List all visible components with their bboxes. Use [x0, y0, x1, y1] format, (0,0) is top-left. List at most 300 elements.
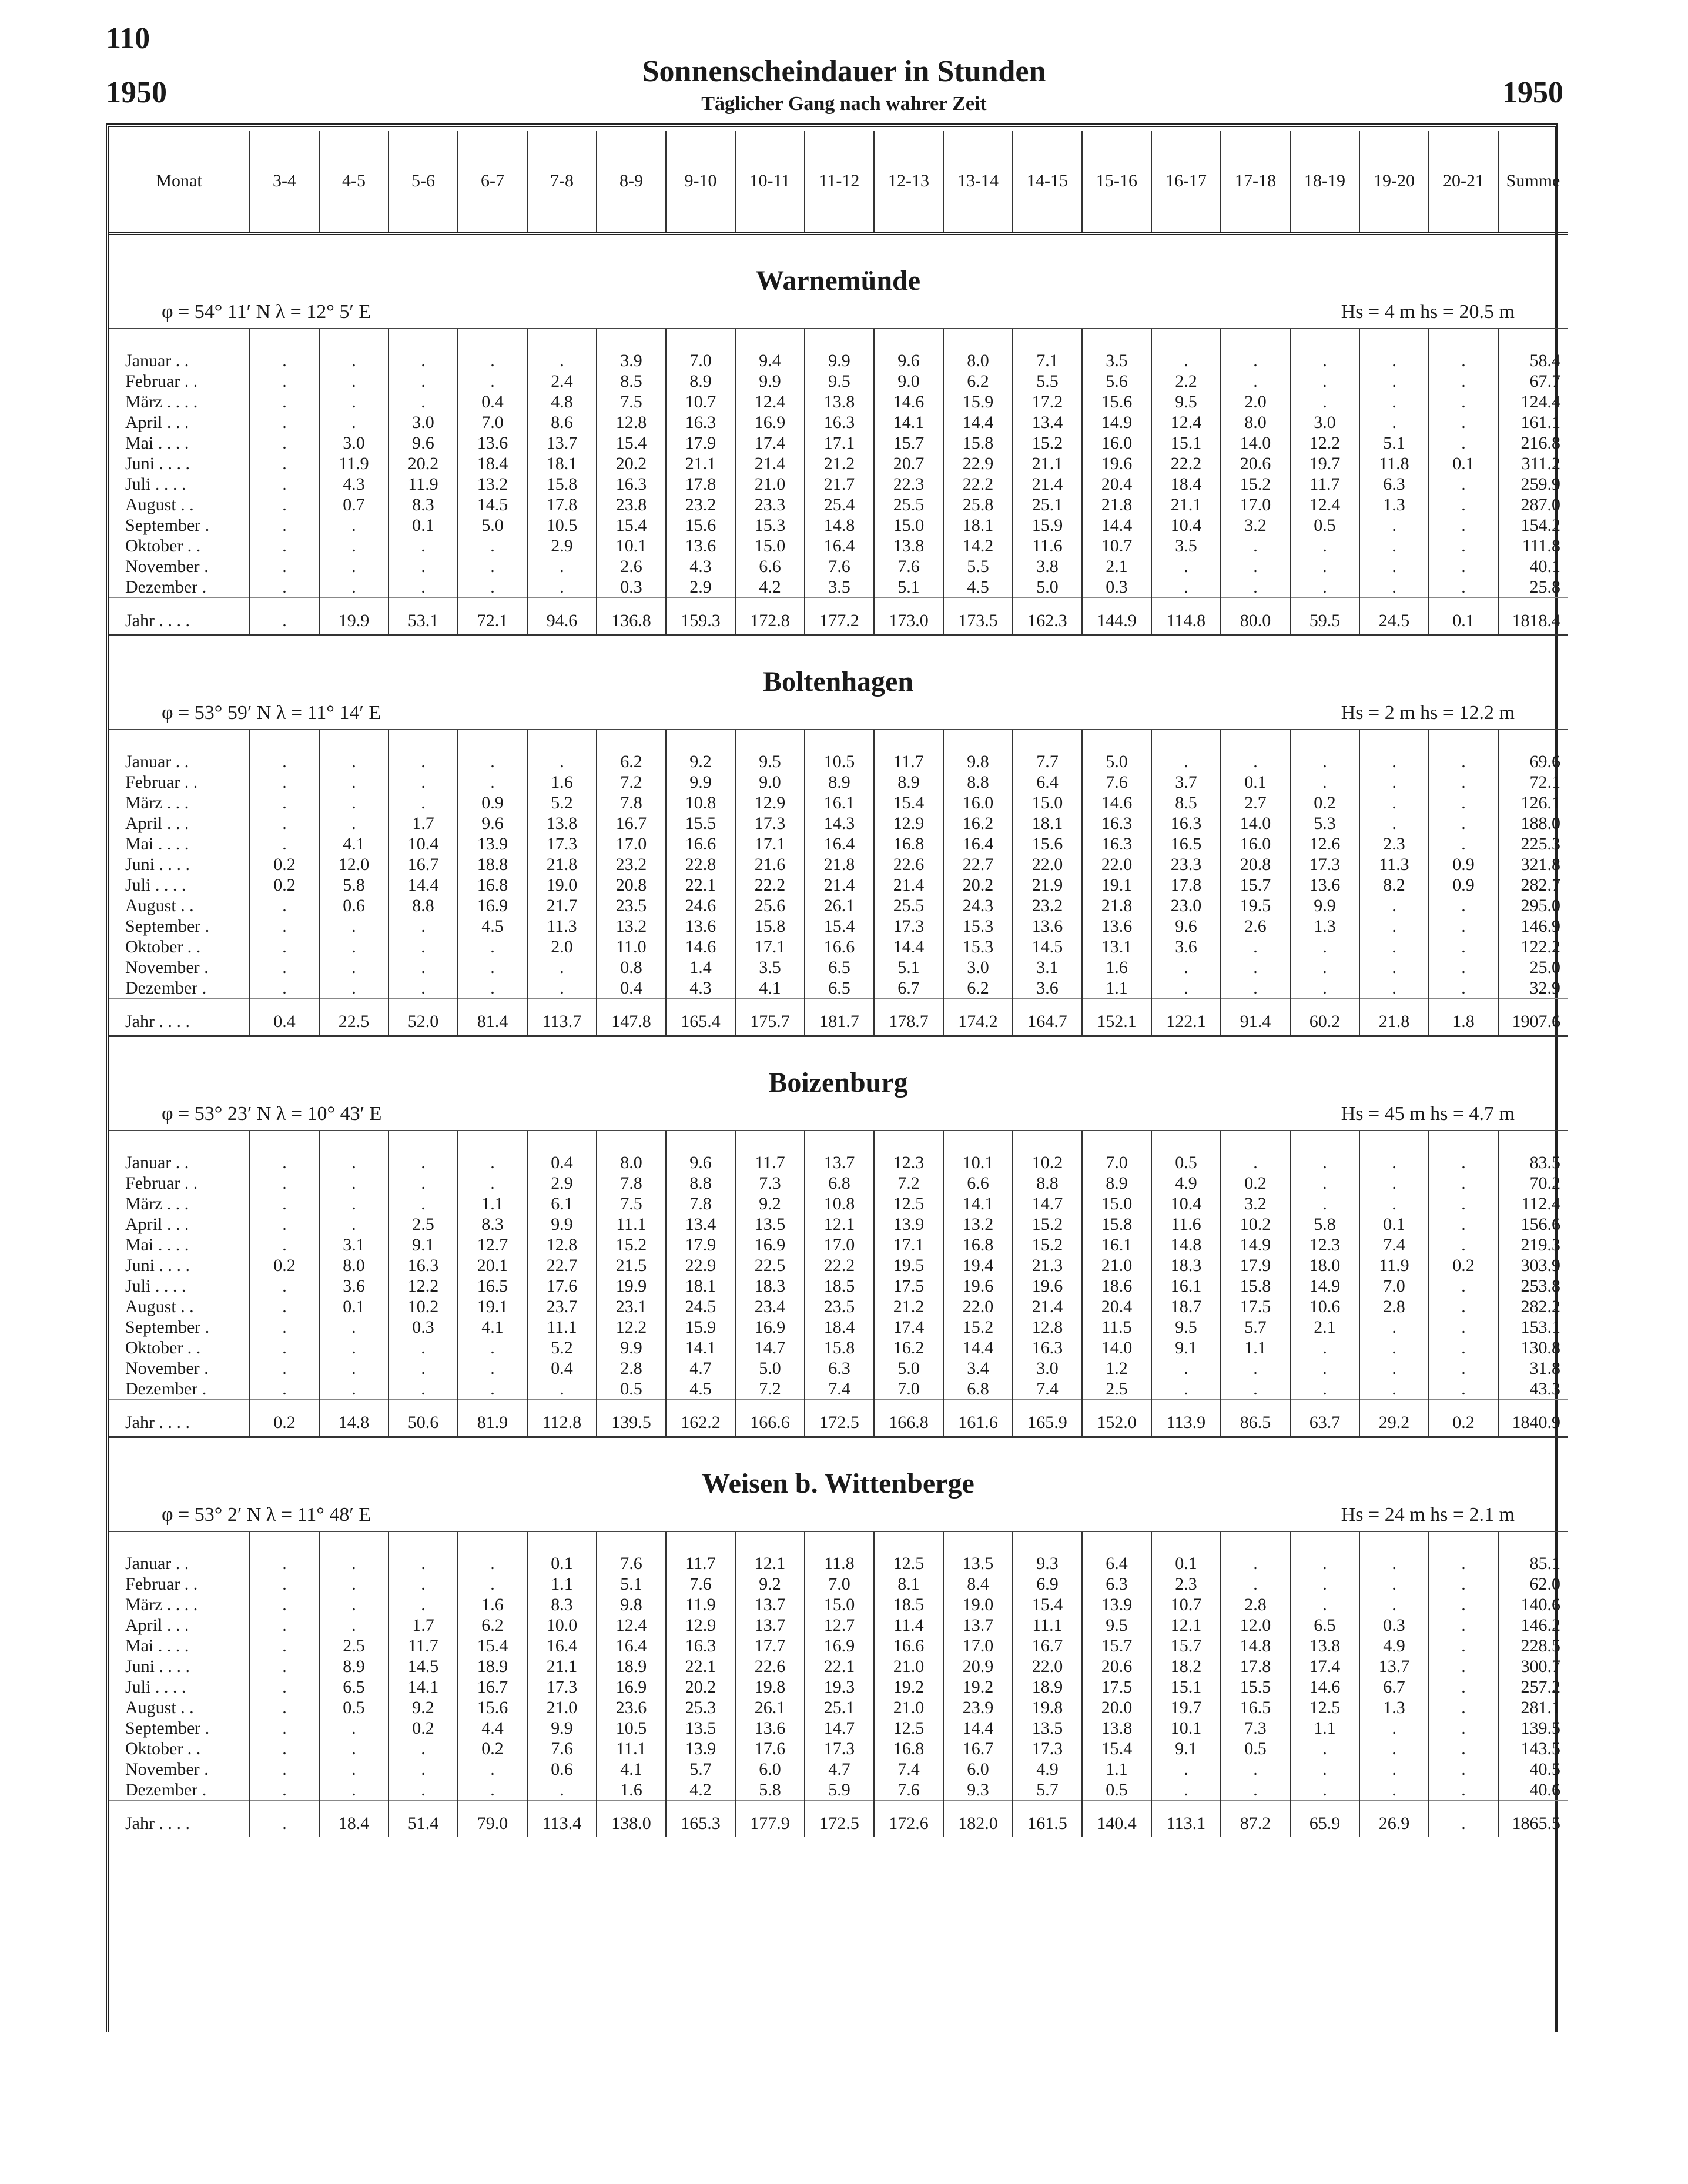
year-total-row	[109, 999, 1568, 1036]
spacer-cell	[1082, 1532, 1151, 1553]
hour-value: 13.9	[666, 1738, 735, 1759]
year-value: 0.4	[250, 999, 319, 1036]
hour-value: 13.8	[1082, 1718, 1151, 1738]
hour-value: 13.4	[666, 1214, 735, 1235]
hour-value: 7.8	[666, 1193, 735, 1214]
hour-value: 21.6	[735, 854, 805, 875]
month-total: 257.2	[1520, 1677, 1560, 1697]
hour-value: 9.6	[388, 433, 458, 453]
hour-value: .	[1359, 792, 1429, 813]
year-value: 60.2	[1290, 999, 1359, 1036]
year-value: 50.6	[388, 1400, 458, 1437]
hour-value: 14.9	[1290, 1276, 1359, 1296]
hour-value: 12.9	[735, 792, 805, 813]
table-row	[109, 1574, 1568, 1594]
hour-value: .	[388, 1553, 458, 1574]
hour-value: 15.2	[943, 1317, 1013, 1337]
hour-value: .	[250, 392, 319, 412]
hour-value: .	[1359, 412, 1429, 433]
hour-value: 9.5	[1151, 1317, 1221, 1337]
hour-value: 15.2	[1221, 474, 1290, 494]
hour-value: 6.5	[319, 1677, 388, 1697]
hour-value: 1.7	[388, 813, 458, 834]
hour-value: .	[388, 978, 458, 999]
table-row	[109, 1636, 1568, 1656]
hour-value: 6.2	[943, 978, 1013, 999]
hour-value: .	[458, 772, 527, 792]
hour-value: 13.1	[1082, 937, 1151, 957]
hour-value: 19.9	[597, 1276, 666, 1296]
hour-value: 21.9	[1013, 875, 1082, 895]
hour-value: 7.0	[874, 1379, 943, 1400]
hour-value: 16.4	[805, 536, 874, 556]
hour-value: 12.0	[319, 854, 388, 875]
hour-value: 11.7	[388, 1636, 458, 1656]
spacer-cell	[805, 730, 874, 751]
month-total: 143.5	[1520, 1738, 1560, 1758]
month-label: Mai . . . .	[109, 1235, 250, 1255]
page-number: 110	[106, 22, 150, 55]
hour-value: 8.0	[597, 1152, 666, 1173]
spacer-row	[109, 1131, 1568, 1152]
year-value: 22.5	[319, 999, 388, 1036]
hour-value: .	[1221, 371, 1290, 392]
hour-value: 12.7	[458, 1235, 527, 1255]
hour-value: 5.8	[735, 1780, 805, 1801]
station-height: Hs = 24 m hs = 2.1 m	[1341, 1504, 1515, 1526]
hour-value: 11.1	[597, 1214, 666, 1235]
hour-value: 8.5	[597, 371, 666, 392]
hour-value: 11.7	[874, 751, 943, 772]
hour-value: 11.7	[1290, 474, 1359, 494]
hour-value: .	[1290, 772, 1359, 792]
hour-value: 7.2	[597, 772, 666, 792]
hour-value: 16.6	[666, 834, 735, 854]
table-row	[109, 412, 1568, 433]
month-label: März . . . .	[109, 392, 250, 412]
hour-value: 14.1	[874, 412, 943, 433]
hour-value: 17.9	[666, 433, 735, 453]
hour-value: 19.1	[1082, 875, 1151, 895]
hour-value: 3.9	[597, 350, 666, 371]
hour-value: 12.1	[1151, 1615, 1221, 1636]
hour-value: 6.2	[458, 1615, 527, 1636]
hour-value: 15.6	[1082, 392, 1151, 412]
hour-value: 13.9	[1082, 1594, 1151, 1615]
hour-value: 14.0	[1221, 433, 1290, 453]
spacer-cell	[1013, 1131, 1082, 1152]
hour-value: 17.1	[735, 937, 805, 957]
hour-value: 17.6	[735, 1738, 805, 1759]
hour-value: .	[319, 1193, 388, 1214]
year-value: 178.7	[874, 999, 943, 1036]
month-total: 140.6	[1520, 1594, 1560, 1614]
hour-value: .	[319, 1780, 388, 1801]
month-label: April . . .	[109, 1214, 250, 1235]
hour-value: 22.7	[943, 854, 1013, 875]
year-value: 14.8	[319, 1400, 388, 1437]
hour-value: .	[1429, 916, 1498, 937]
spacer-cell	[388, 329, 458, 350]
hour-value: 14.3	[805, 813, 874, 834]
hour-value: .	[250, 1214, 319, 1235]
hour-value: .	[1429, 1296, 1498, 1317]
hour-value: 22.0	[1013, 854, 1082, 875]
spacer-cell	[388, 730, 458, 751]
hour-value: 26.1	[805, 895, 874, 916]
hour-value: 22.1	[666, 875, 735, 895]
hour-value: 3.8	[1013, 556, 1082, 577]
hour-value: .	[1290, 556, 1359, 577]
column-header: 11-12	[805, 131, 874, 233]
hour-value: 8.8	[1013, 1173, 1082, 1193]
year-value: .	[250, 598, 319, 636]
hour-value: 14.6	[666, 937, 735, 957]
hour-value: .	[1359, 1193, 1429, 1214]
hour-value: 18.0	[1290, 1255, 1359, 1276]
hour-value: .	[1429, 556, 1498, 577]
hour-value: 7.2	[735, 1379, 805, 1400]
hour-value: 12.9	[666, 1615, 735, 1636]
hour-value: .	[250, 1738, 319, 1759]
spacer-cell	[666, 1532, 735, 1553]
year-value: 165.4	[666, 999, 735, 1036]
month-label: August . .	[109, 895, 250, 916]
page-subtitle: Täglicher Gang nach wahrer Zeit	[701, 93, 987, 115]
hour-value: .	[1429, 937, 1498, 957]
hour-value: .	[388, 577, 458, 598]
hour-value: 4.1	[458, 1317, 527, 1337]
spacer-cell	[388, 1532, 458, 1553]
spacer-cell	[666, 730, 735, 751]
hour-value: .	[458, 957, 527, 978]
hour-value: 5.1	[874, 577, 943, 598]
station-height: Hs = 4 m hs = 20.5 m	[1341, 301, 1515, 323]
hour-value: 15.4	[597, 515, 666, 536]
hour-value: 6.3	[1359, 474, 1429, 494]
hour-value: 11.9	[388, 474, 458, 494]
month-total: 67.7	[1529, 371, 1560, 391]
hour-value: .	[1359, 1574, 1429, 1594]
hour-value: 15.9	[666, 1317, 735, 1337]
hour-value: .	[1221, 1759, 1290, 1780]
hour-value: 7.3	[1221, 1718, 1290, 1738]
hour-value: 13.8	[1290, 1636, 1359, 1656]
hour-value: .	[1221, 1780, 1290, 1801]
table-row	[109, 1255, 1568, 1276]
column-header: 16-17	[1151, 131, 1221, 233]
hour-value: 13.7	[1359, 1656, 1429, 1677]
hour-value: .	[319, 1358, 388, 1379]
hour-value: 9.0	[735, 772, 805, 792]
year-value: 87.2	[1221, 1801, 1290, 1838]
spacer-cell	[1429, 329, 1498, 350]
table-row	[109, 515, 1568, 536]
hour-value: 7.0	[1359, 1276, 1429, 1296]
hour-value: .	[250, 834, 319, 854]
hour-value: .	[1429, 1214, 1498, 1235]
hour-value: 14.0	[1082, 1337, 1151, 1358]
hour-value: 9.6	[666, 1152, 735, 1173]
hour-value: 19.8	[1013, 1697, 1082, 1718]
column-header: 12-13	[874, 131, 943, 233]
hour-value: 14.8	[805, 515, 874, 536]
hour-value: 15.4	[1013, 1594, 1082, 1615]
table-row	[109, 751, 1568, 772]
column-header: 10-11	[735, 131, 805, 233]
hour-value: 21.4	[874, 875, 943, 895]
hour-value: 6.7	[874, 978, 943, 999]
hour-value: .	[250, 1759, 319, 1780]
hour-value: 7.6	[1082, 772, 1151, 792]
year-value: 165.9	[1013, 1400, 1082, 1437]
month-total: 161.1	[1520, 412, 1560, 432]
spacer-cell	[1151, 1131, 1221, 1152]
month-label: März . . .	[109, 792, 250, 813]
hour-value: 20.8	[597, 875, 666, 895]
hour-value: 2.5	[388, 1214, 458, 1235]
table-row	[109, 494, 1568, 515]
hour-value: .	[388, 1759, 458, 1780]
hour-value: 8.8	[388, 895, 458, 916]
table-row	[109, 1152, 1568, 1173]
hour-value: 10.1	[1151, 1718, 1221, 1738]
hour-value: .	[458, 556, 527, 577]
spacer-cell	[597, 730, 666, 751]
hour-value: 15.8	[1221, 1276, 1290, 1296]
hour-value: 7.6	[666, 1574, 735, 1594]
hour-value: 19.8	[735, 1677, 805, 1697]
hour-value: 1.6	[458, 1594, 527, 1615]
year-value: 1818.4	[1498, 598, 1568, 636]
hour-value: 10.5	[805, 751, 874, 772]
hour-value: 12.6	[1290, 834, 1359, 854]
year-value: 113.4	[527, 1801, 597, 1838]
year-value: 172.5	[805, 1801, 874, 1838]
hour-value: .	[1359, 515, 1429, 536]
station-header	[109, 1437, 1568, 1533]
hour-value: 17.2	[1013, 392, 1082, 412]
hour-value: 15.0	[735, 536, 805, 556]
hour-value: 20.2	[388, 453, 458, 474]
hour-value: 17.3	[874, 916, 943, 937]
hour-value: .	[1429, 834, 1498, 854]
hour-value: 9.5	[1082, 1615, 1151, 1636]
hour-value: .	[1151, 1358, 1221, 1379]
hour-value: .	[1151, 1379, 1221, 1400]
hour-value: 16.6	[874, 1636, 943, 1656]
hour-value: 14.6	[874, 392, 943, 412]
hour-value: 10.1	[597, 536, 666, 556]
hour-value: 0.4	[527, 1152, 597, 1173]
hour-value: .	[250, 1656, 319, 1677]
month-total: 25.0	[1529, 957, 1560, 977]
month-label: Oktober . .	[109, 536, 250, 556]
year-value: 172.5	[805, 1400, 874, 1437]
hour-value: 17.4	[874, 1317, 943, 1337]
hour-value: .	[1429, 772, 1498, 792]
hour-value: .	[388, 1594, 458, 1615]
hour-value: 0.4	[458, 392, 527, 412]
year-value: 161.6	[943, 1400, 1013, 1437]
month-total: 188.0	[1520, 813, 1560, 833]
hour-value: 7.6	[597, 1553, 666, 1574]
hour-value: 16.9	[735, 1235, 805, 1255]
year-value: 86.5	[1221, 1400, 1290, 1437]
hour-value: 23.1	[597, 1296, 666, 1317]
year-value: 72.1	[458, 598, 527, 636]
spacer-cell	[250, 1532, 319, 1553]
month-total: 259.9	[1520, 474, 1560, 494]
spacer-cell	[250, 329, 319, 350]
hour-value: 24.6	[666, 895, 735, 916]
hour-value: .	[319, 1173, 388, 1193]
hour-value: 13.7	[943, 1615, 1013, 1636]
hour-value: 5.7	[1221, 1317, 1290, 1337]
hour-value: 16.8	[943, 1235, 1013, 1255]
hour-value: 8.9	[319, 1656, 388, 1677]
hour-value: 5.0	[735, 1358, 805, 1379]
hour-value: 16.5	[1151, 834, 1221, 854]
hour-value: 17.1	[735, 834, 805, 854]
table-row	[109, 875, 1568, 895]
hour-value: 2.0	[1221, 392, 1290, 412]
hour-value: .	[1359, 1780, 1429, 1801]
hour-value: 15.7	[1082, 1636, 1151, 1656]
hour-value: 8.6	[527, 412, 597, 433]
spacer-cell	[1359, 1131, 1429, 1152]
hour-value: 13.4	[1013, 412, 1082, 433]
hour-value: .	[1429, 1718, 1498, 1738]
hour-value: .	[1290, 1759, 1359, 1780]
hour-value: 9.8	[943, 751, 1013, 772]
hour-value: 16.7	[458, 1677, 527, 1697]
hour-value: 16.9	[597, 1677, 666, 1697]
hour-value: .	[319, 577, 388, 598]
hour-value: 2.1	[1082, 556, 1151, 577]
hour-value: 21.0	[874, 1697, 943, 1718]
hour-value: 6.3	[1082, 1574, 1151, 1594]
spacer-cell	[1013, 329, 1082, 350]
hour-value: 2.9	[666, 577, 735, 598]
hour-value: 23.2	[597, 854, 666, 875]
month-label: Mai . . . .	[109, 433, 250, 453]
hour-value: 5.0	[1082, 751, 1151, 772]
hour-value: 3.1	[1013, 957, 1082, 978]
spacer-cell	[597, 1532, 666, 1553]
hour-value: 3.1	[319, 1235, 388, 1255]
hour-value: 12.3	[874, 1152, 943, 1173]
hour-value: 9.1	[388, 1235, 458, 1255]
hour-value: 4.3	[666, 978, 735, 999]
year-value: .	[1429, 1801, 1498, 1838]
hour-value: .	[250, 813, 319, 834]
spacer-cell	[319, 730, 388, 751]
hour-value: .	[1429, 978, 1498, 999]
hour-value: .	[250, 1235, 319, 1255]
hour-value: .	[1221, 1574, 1290, 1594]
month-label: Dezember .	[109, 1780, 250, 1801]
spacer-cell	[735, 1532, 805, 1553]
hour-value: 17.4	[735, 433, 805, 453]
hour-value: .	[1290, 1173, 1359, 1193]
table-row	[109, 1276, 1568, 1296]
year-value: 165.3	[666, 1801, 735, 1838]
year-value: 162.3	[1013, 598, 1082, 636]
year-value: 114.8	[1151, 598, 1221, 636]
spacer-cell	[109, 329, 250, 350]
hour-value: 0.3	[1082, 577, 1151, 598]
hour-value: 15.1	[1151, 1677, 1221, 1697]
hour-value: .	[1290, 392, 1359, 412]
year-value: 164.7	[1013, 999, 1082, 1036]
hour-value: 16.8	[874, 834, 943, 854]
hour-value: 22.0	[1013, 1656, 1082, 1677]
hour-value: 0.1	[1359, 1214, 1429, 1235]
table-row	[109, 1214, 1568, 1235]
hour-value: 6.5	[805, 978, 874, 999]
hour-value: .	[527, 556, 597, 577]
hour-value: .	[458, 1152, 527, 1173]
hour-value: .	[1290, 937, 1359, 957]
hour-value: 11.7	[735, 1152, 805, 1173]
hour-value: 16.4	[943, 834, 1013, 854]
spacer-cell	[319, 1131, 388, 1152]
spacer-cell	[1151, 730, 1221, 751]
hour-value: .	[1290, 1193, 1359, 1214]
hour-value: 10.4	[1151, 1193, 1221, 1214]
hour-value: 14.6	[1082, 792, 1151, 813]
hour-value: .	[388, 1358, 458, 1379]
hour-value: .	[250, 1677, 319, 1697]
hour-value: 2.6	[1221, 916, 1290, 937]
station-name: Weisen b. Wittenberge	[702, 1468, 974, 1499]
hour-value: 9.2	[388, 1697, 458, 1718]
hour-value: 23.5	[597, 895, 666, 916]
hour-value: 19.1	[458, 1296, 527, 1317]
hour-value: 9.0	[874, 371, 943, 392]
hour-value: 5.6	[1082, 371, 1151, 392]
hour-value: 0.2	[458, 1738, 527, 1759]
hour-value: .	[1221, 556, 1290, 577]
hour-value: 11.7	[666, 1553, 735, 1574]
hour-value: 22.1	[666, 1656, 735, 1677]
hour-value: .	[1359, 957, 1429, 978]
hour-value: 20.8	[1221, 854, 1290, 875]
hour-value: 10.5	[527, 515, 597, 536]
table-row	[109, 957, 1568, 978]
hour-value: 21.7	[805, 474, 874, 494]
hour-value: 18.1	[527, 453, 597, 474]
hour-value: 6.1	[527, 1193, 597, 1214]
hour-value: 6.4	[1013, 772, 1082, 792]
hour-value: 17.8	[666, 474, 735, 494]
hour-value: .	[1151, 1780, 1221, 1801]
hour-value: 16.3	[388, 1255, 458, 1276]
year-total-row	[109, 598, 1568, 636]
hour-value: 17.7	[735, 1636, 805, 1656]
hour-value: 16.5	[1221, 1697, 1290, 1718]
hour-value: .	[1359, 1594, 1429, 1615]
hour-value: .	[250, 937, 319, 957]
hour-value: .	[250, 350, 319, 371]
hour-value: .	[1429, 474, 1498, 494]
month-total: 112.4	[1521, 1193, 1560, 1213]
hour-value: 22.2	[943, 474, 1013, 494]
hour-value: 2.0	[527, 937, 597, 957]
station-coordinates: φ = 53° 59′ N λ = 11° 14′ E	[162, 702, 381, 724]
station-coordinates: φ = 53° 2′ N λ = 11° 48′ E	[162, 1504, 371, 1526]
